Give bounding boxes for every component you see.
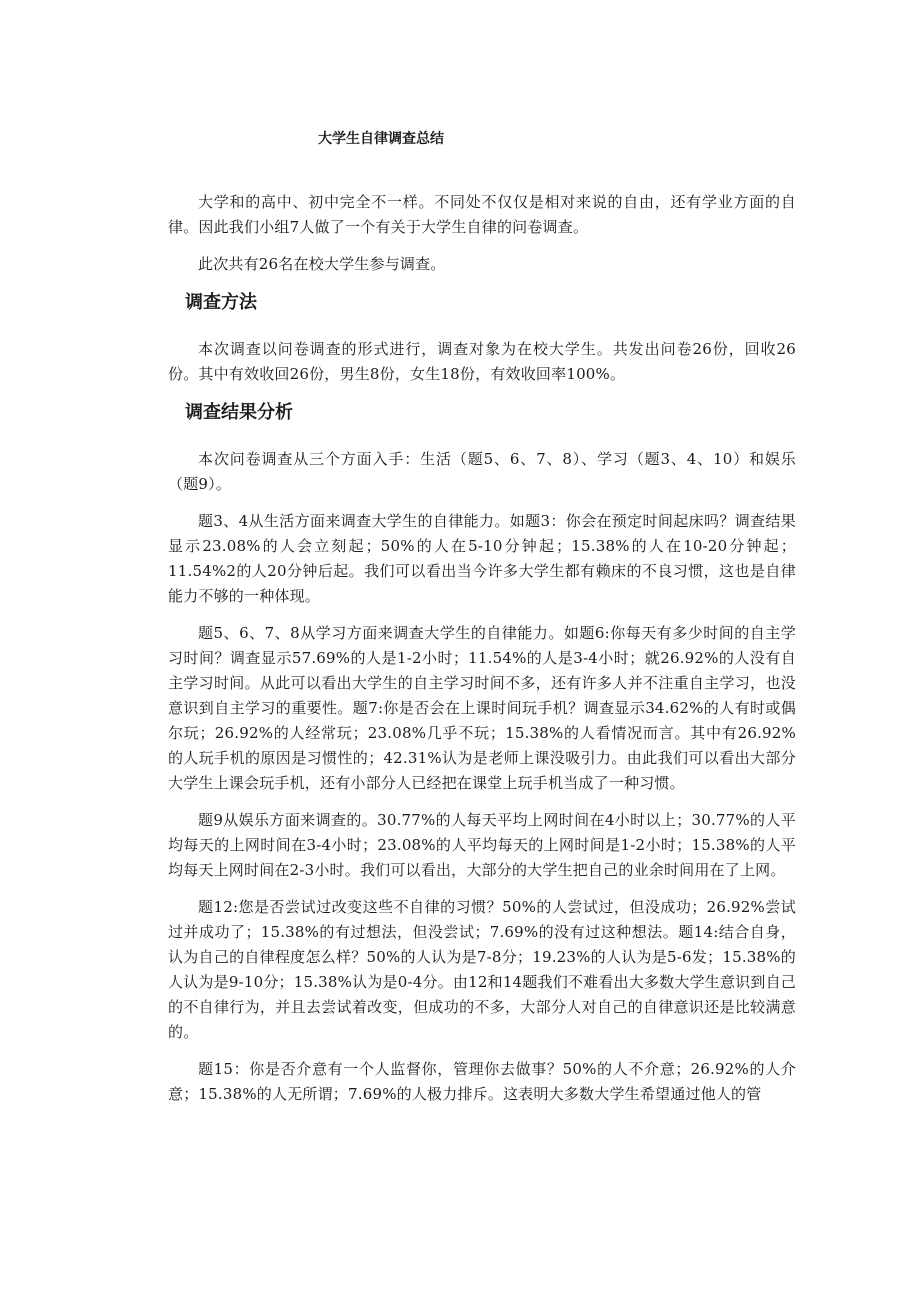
results-paragraph: 题9从娱乐方面来调查的。30.77%的人每天平均上网时间在4小时以上；30.77%的人平均每天的上网时间在3-4小时；23.08%的人平均每天的上网时间是1-2小时；15.38%的人平均每天上网时间在2-3小时。我们可以看出，大部分的大学生把自己的业余时间用在了上网。 <box>168 811 796 879</box>
document-body <box>168 190 796 1119</box>
results-paragraph: 题5、6、7、8从学习方面来调查大学生的自律能力。如题6:你每天有多少时间的自主学习时间？调查显示57.69%的人是1-2小时；11.54%的人是3-4小时；就26.92%的人没有自主学习时间。从此可以看出大学生的自主学习时间不多，还有许多人并不注重自主学习，也没意识到自主学习的重要性。题7:你是否会在上课时间玩手机？调查显示34.62%的人有时或偶尔玩；26.92%的人经常玩；23.08%几乎不玩；15.38%的人看情况而言。其中有26.92%的人玩手机的原因是习惯性的；42.31%认为是老师上课没吸引力。由此我们可以看出大部分大学生上课会玩手机，还有小部分人已经把在课堂上玩手机当成了一种习惯。 <box>168 624 796 792</box>
results-paragraph: 题15：你是否介意有一个人监督你，管理你去做事？50%的人不介意；26.92%的人介意；15.38%的人无所谓；7.69%的人极力排斥。这表明大多数大学生希望通过他人的管 <box>168 1060 796 1103</box>
results-paragraph: 题3、4从生活方面来调查大学生的自律能力。如题3：你会在预定时间起床吗？调查结果显示23.08%的人会立刻起；50%的人在5-10分钟起；15.38%的人在10-20分钟起；11.54%2的人20分钟后起。我们可以看出当今许多大学生都有赖床的不良习惯，这也是自律能力不够的一种体现。 <box>168 512 796 605</box>
intro-paragraph: 大学和的高中、初中完全不一样。不同处不仅仅是相对来说的自由，还有学业方面的自律。因此我们小组7人做了一个有关于大学生自律的问卷调查。 <box>168 193 796 236</box>
section-heading-results: 调查结果分析 <box>185 402 293 423</box>
results-paragraph: 题12:您是否尝试过改变这些不自律的习惯？50%的人尝试过，但没成功；26.92%尝试过并成功了；15.38%的有过想法，但没尝试；7.69%的没有过这种想法。题14:结合自身，认为自己的自律程度怎么样？50%的人认为是7-8分；19.23%的人认为是5-6发；15.38%的人认为是9-10分；15.38%认为是0-4分。由12和14题我们不难看出大多数大学生意识到自己的不自律行为，并且去尝试着改变，但成功的不多，大部分人对自己的自律意识还是比较满意的。 <box>168 898 796 1041</box>
section-heading-method: 调查方法 <box>185 292 257 313</box>
intro-paragraph: 此次共有26名在校大学生参与调查。 <box>198 255 446 273</box>
method-paragraph: 本次调查以问卷调查的形式进行，调查对象为在校大学生。共发出问卷26份，回收26份。其中有效收回26份，男生8份，女生18份，有效收回率100%。 <box>168 340 796 383</box>
document-title: 大学生自律调查总结 <box>318 131 444 147</box>
results-paragraph: 本次问卷调查从三个方面入手：生活（题5、6、7、8）、学习（题3、4、10）和娱乐（题9）。 <box>168 450 796 493</box>
